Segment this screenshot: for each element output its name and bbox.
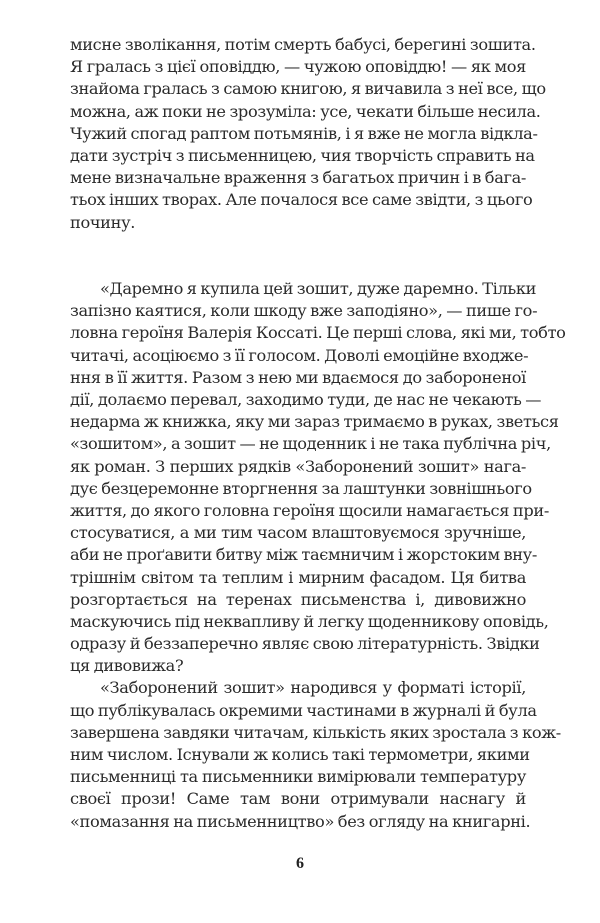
text-line: трішнім світом та теплим і мирним фасадом. Ця битва [70, 567, 526, 587]
text-line: знайома гралась з самою книгою, я вичавила з неї все, що [70, 79, 546, 99]
text-line: стосуватися, а ми тим часом влаштовуємося зручніше, [70, 523, 526, 543]
text-line: завершена завдяки читачам, кількість яких зростала з кож- [70, 722, 561, 742]
text-line: «помазання на письменництво» без огляду на книгарні. [70, 811, 531, 831]
text-line: мисне зволікання, потім смерть бабусі, берегині зошита. [70, 35, 536, 54]
text-line: почину. [70, 212, 136, 232]
text-line: дує безцеремонне вторгнення за лаштунки зовнішнього [70, 478, 532, 498]
text-line: мене визначальне враження з багатьох причин і в бага- [70, 168, 527, 188]
text-line: запізно каятися, коли шкоду вже заподіяно», — пише го- [70, 301, 538, 321]
page-body [70, 34, 566, 833]
text-line: письменниці та письменники вимірювали температуру [70, 767, 526, 787]
text-line: ловна героїня Валерія Коссаті. Це перші слова, які ми, тобто [70, 323, 566, 343]
paragraph-3 [70, 677, 561, 832]
text-line: як роман. З перших рядків «Заборонений зошит» нага- [70, 456, 526, 476]
paragraph-2 [70, 278, 566, 677]
text-line: читачі, асоціюємо з її голосом. Доволі емоційне входже- [70, 345, 529, 365]
text-line: маскуючись під неквапливу й легку щоденникову оповідь, [70, 611, 549, 631]
page-number: 6 [296, 855, 304, 872]
text-line: розгортається на теренах письменства і, дивовижно [70, 589, 526, 609]
text-line: недарма ж книжка, яку ми зараз тримаємо в руках, зветься [70, 412, 559, 432]
text-line: Я гралась з цієї оповіддю, — чужою оповіддю! — як моя [70, 57, 526, 77]
text-line: одразу й беззаперечно являє свою літературність. Звідки [70, 634, 540, 654]
text-line: своєї прози! Саме там вони отримували наснагу й [70, 789, 526, 809]
paragraph-1 [70, 34, 546, 234]
text-line: Чужий спогад раптом потьмянів, і я вже не могла відкла- [70, 123, 538, 143]
text-line: ця дивовижа? [70, 656, 184, 676]
text-line: «Даремно я купила цей зошит, дуже даремно. Тільки [100, 279, 537, 299]
text-line: ння в її життя. Разом з нею ми вдаємося до забороненої [70, 367, 526, 387]
text-line: можна, аж поки не зрозуміла: усе, чекати більше несила. [70, 101, 541, 121]
text-line: аби не проґавити битву між таємничим і жорстоким вну- [70, 545, 537, 565]
text-line: життя, до якого головна героїня щосили намагається при- [70, 500, 549, 520]
text-line: дії, долаємо перевал, заходимо туди, де нас не чекають — [70, 390, 542, 410]
text-line: дати зустріч з письменницею, чия творчість справить на [70, 145, 535, 165]
text-line: ним числом. Існували ж колись такі термометри, якими [70, 745, 530, 765]
text-line: що публікувалась окремими частинами в журналі й була [70, 700, 537, 720]
text-line: «зошитом», а зошит — не щоденник і не така публічна річ, [70, 434, 551, 454]
text-line: тьох інших творах. Але почалося все саме звідти, з цього [70, 190, 533, 210]
text-line: «Заборонений зошит» народився у форматі історії, [100, 678, 526, 698]
